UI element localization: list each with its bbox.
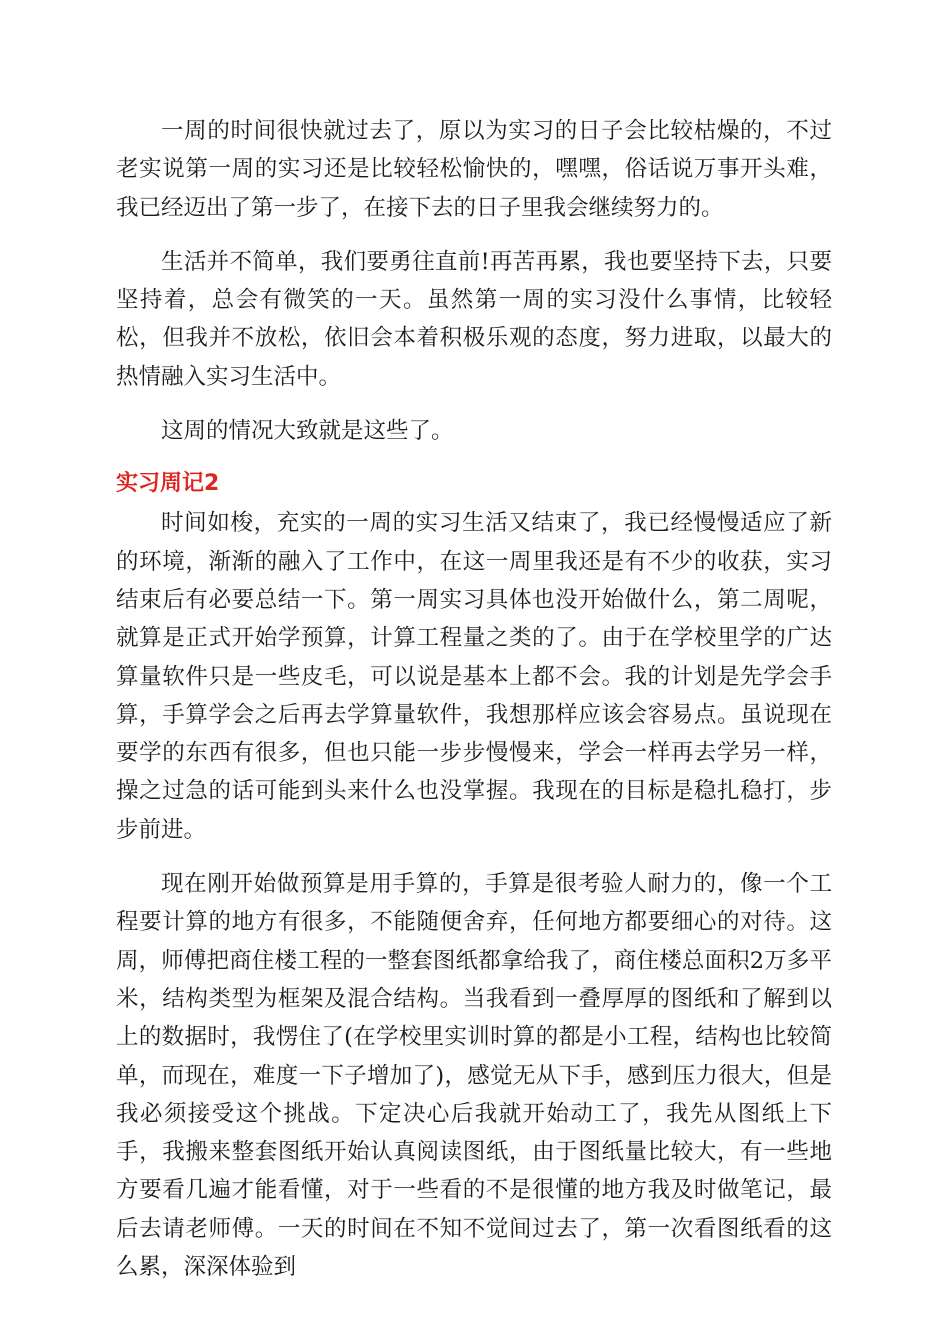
paragraph: 一周的时间很快就过去了，原以为实习的日子会比较枯燥的，不过老实说第一周的实习还是比较轻松愉快的，嘿嘿，俗话说万事开头难，我已经迈出了第一步了，在接下去的日子里我会继续努力的。 (116, 118, 832, 221)
document-body (116, 112, 832, 1302)
paragraph: 生活并不简单，我们要勇往直前!再苦再累，我也要坚持下去，只要坚持着，总会有微笑的一天。虽然第一周的实习没什么事情，比较轻松，但我并不放松，依旧会本着积极乐观的态度，努力进取，以最大的热情融入实习生活中。 (116, 248, 832, 390)
paragraph: 现在刚开始做预算是用手算的，手算是很考验人耐力的，像一个工程要计算的地方有很多，不能随便舍弃，任何地方都要细心的对待。这周，师傅把商住楼工程的一整套图纸都拿给我了，商住楼总面积2万多平米，结构类型为框架及混合结构。当我看到一叠厚厚的图纸和了解到以上的数据时，我愣住了(在学校里实训时算的都是小工程，结构也比较简单，而现在，难度一下子增加了)，感觉无从下手，感到压力很大，但是我必须接受这个挑战。下定决心后我就开始动工了，我先从图纸上下手，我搬来整套图纸开始认真阅读图纸，由于图纸量比较大，有一些地方要看几遍才能看懂，对于一些看的不是很懂的地方我及时做笔记，最后去请老师傅。一天的时间在不知不觉间过去了，第一次看图纸看的这么累，深深体验到 (116, 871, 832, 1281)
section-heading: 实习周记2 (116, 471, 220, 497)
paragraph: 时间如梭，充实的一周的实习生活又结束了，我已经慢慢适应了新的环境，渐渐的融入了工作中，在这一周里我还是有不少的收获，实习结束后有必要总结一下。第一周实习具体也没开始做什么，第二周呢，就算是正式开始学预算，计算工程量之类的了。由于在学校里学的广达算量软件只是一些皮毛，可以说是基本上都不会。我的计划是先学会手算，手算学会之后再去学算量软件，我想那样应该会容易点。虽说现在要学的东西有很多，但也只能一步步慢慢来，学会一样再去学另一样，操之过急的话可能到头来什么也没掌握。我现在的目标是稳扎稳打，步步前进。 (116, 510, 832, 843)
paragraph: 这周的情况大致就是这些了。 (161, 418, 454, 445)
